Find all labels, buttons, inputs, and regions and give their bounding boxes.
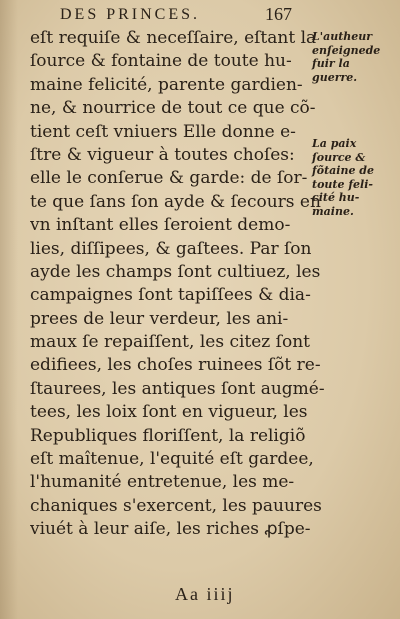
text-line: ſtaurees, les antiques ſont augmé- (30, 378, 325, 399)
margin-note-line: ſource & (312, 150, 366, 164)
text-line: tees, les loix ſont en vigueur, les (30, 402, 308, 423)
margin-note (312, 137, 374, 218)
margin-note-line: cité hu- (312, 191, 360, 204)
text-line: ayde les champs ſont cultiuez, les (30, 261, 321, 282)
text-line: prees de leur verdeur, les ani- (30, 308, 289, 329)
text-line: lies, diſſipees, & gaſtees. Par ſon (30, 238, 312, 259)
text-line: tient ceſt vniuers Elle donne e- (30, 121, 296, 142)
body-text (30, 27, 330, 542)
running-head: DES PRINCES. (60, 6, 201, 23)
text-line: Republiques floriſſent, la religiõ (30, 425, 306, 446)
margin-note-line: L'autheur (312, 30, 373, 43)
text-line: l'humanité entretenue, les me- (30, 472, 295, 493)
text-line: eſt requiſe & neceſſaire, eſtant la (30, 28, 317, 48)
text-line: te que ſans ſon ayde & ſecours en (30, 191, 321, 212)
margin-note-line: fõtaine de (312, 164, 374, 177)
text-line: edifiees, les choſes ruinees ſõt re- (30, 355, 321, 376)
text-line: ſource & fontaine de toute hu- (30, 51, 292, 72)
margin-note-line: guerre. (312, 70, 358, 84)
margin-note-line: toute feli- (312, 177, 373, 191)
text-line: vn inſtant elles ſeroient demo- (30, 215, 291, 236)
text-line: eſt maîtenue, l'equité eſt gardee, (30, 449, 314, 470)
text-line: maine felicité, parente gardien- (30, 74, 303, 95)
margin-note (312, 30, 380, 84)
text-line: ne, & nourrice de tout ce que cõ- (30, 98, 316, 119)
margin-note-line: enſeignede (312, 43, 381, 57)
margin-note-line: fuir la (312, 57, 350, 70)
text-line: ſtre & vigueur à toutes choſes: (30, 144, 295, 165)
text-line: viuét à leur aiſe, les riches ꝓſpe- (30, 519, 311, 540)
margin-note-line: maine. (312, 204, 354, 218)
text-line: chaniques s'exercent, les pauures (30, 495, 322, 516)
signature-mark: Aa iiij (175, 584, 235, 604)
margin-note-line: La paix (312, 137, 357, 150)
page-number: 167 (265, 4, 292, 24)
text-line: campaignes ſont tapiſſees & dia- (30, 285, 311, 306)
text-line: maux ſe repaiſſent, les citez ſont (30, 332, 310, 353)
text-line: elle le conſerue & garde: de ſor- (30, 168, 308, 189)
